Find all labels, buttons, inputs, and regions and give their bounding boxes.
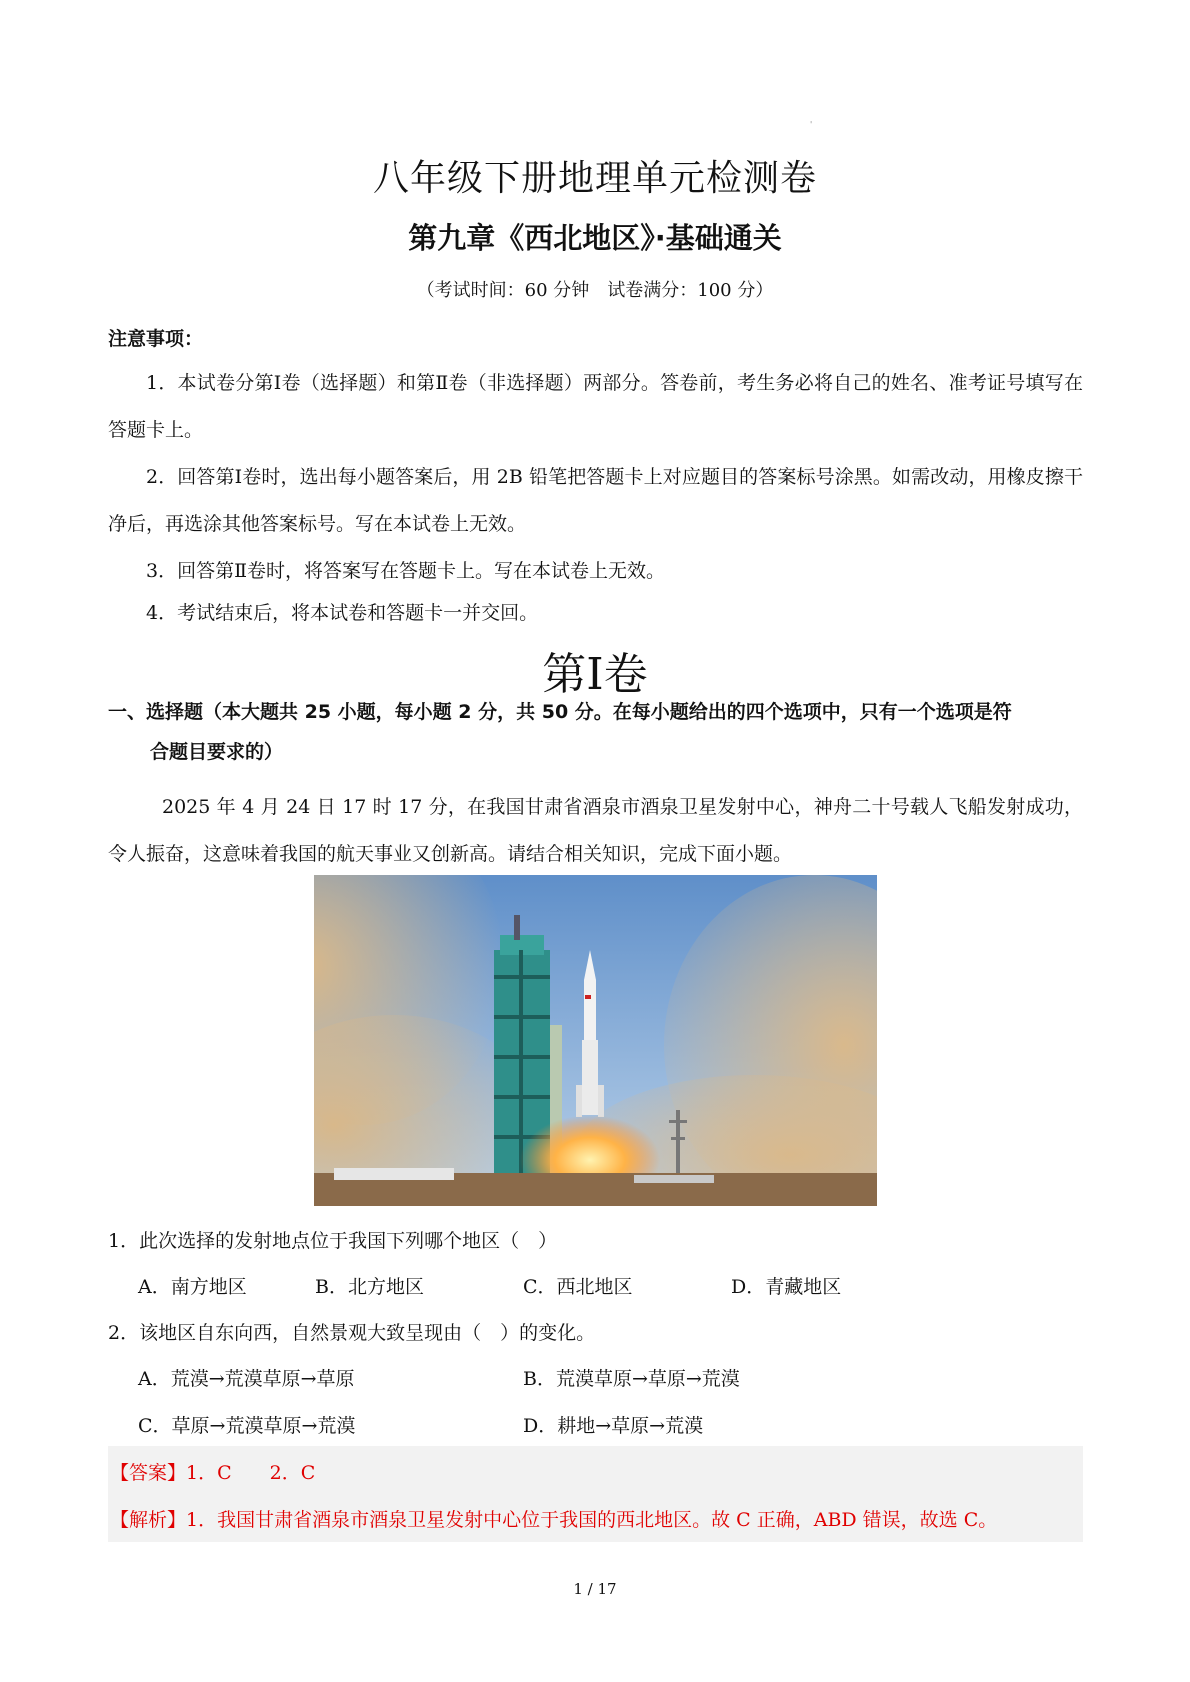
intro-text: 2025 年 4 月 24 日 17 时 17 分，在我国甘肃省酒泉市酒泉卫星发射中心，神舟二十号载人飞船发射成功，令人振奋，这意味着我国的航天事业又创新高。请结合相关知识，完成下面小题。	[108, 796, 1083, 865]
answer-label: 【答案】	[110, 1462, 187, 1484]
notice-item-text: 1．本试卷分第Ⅰ卷（选择题）和第Ⅱ卷（非选择题）两部分。答卷前，考生务必将自己的姓名、准考证号填写在答题卡上。	[108, 372, 1083, 441]
question-1-option-c[interactable]: C．西北地区	[523, 1276, 633, 1298]
question-1-option-b[interactable]: B．北方地区	[315, 1276, 424, 1298]
notice-item-text: 2．回答第Ⅰ卷时，选出每小题答案后，用 2B 铅笔把答题卡上对应题目的答案标号涂黑。如需改动，用橡皮擦干净后，再选涂其他答案标号。写在本试卷上无效。	[108, 466, 1083, 535]
question-1-option-d[interactable]: D．青藏地区	[731, 1276, 842, 1298]
analysis-text: 1．我国甘肃省酒泉市酒泉卫星发射中心位于我国的西北地区。故 C 正确，ABD 错误，故选 C。	[186, 1509, 998, 1531]
notice-item-3	[108, 548, 1083, 595]
notice-item-2	[108, 454, 1083, 548]
question-2-option-b[interactable]: B．荒漠草原→草原→荒漠	[523, 1368, 740, 1390]
notice-item-text: 3．回答第Ⅱ卷时，将答案写在答题卡上。写在本试卷上无效。	[146, 560, 666, 582]
answer-text: 1．C 2．C	[186, 1462, 316, 1484]
notice-item-text: 4．考试结束后，将本试卷和答题卡一并交回。	[146, 602, 539, 624]
analysis-label: 【解析】	[110, 1509, 187, 1531]
question-2-option-c[interactable]: C．草原→荒漠草原→荒漠	[138, 1415, 356, 1437]
question-2-option-a[interactable]: A．荒漠→荒漠草原→草原	[138, 1368, 355, 1390]
section-line-1: 一、选择题（本大题共 25 小题，每小题 2 分，共 50 分。在每小题给出的四个选项中，只有一个选项是符	[108, 701, 1012, 723]
notice-title: 注意事项：	[108, 328, 204, 350]
notice-item-1	[108, 360, 1083, 454]
rocket-launch-photo	[314, 875, 877, 1206]
exam-info: （考试时间：60 分钟 试卷满分：100 分）	[416, 280, 774, 301]
section-line-2: 合题目要求的）	[150, 741, 284, 763]
intro-paragraph	[108, 784, 1083, 878]
volume-title: 第Ⅰ卷	[542, 649, 648, 700]
question-1-stem: 1．此次选择的发射地点位于我国下列哪个地区（ ）	[108, 1230, 558, 1252]
analysis-line	[110, 1505, 997, 1532]
question-1-option-a[interactable]: A．南方地区	[138, 1276, 247, 1298]
answer-line	[110, 1458, 315, 1485]
page-number: 1 / 17	[573, 1580, 617, 1598]
page-subtitle: 第九章《西北地区》·基础通关	[408, 221, 782, 255]
notice-item-4	[108, 590, 1083, 637]
question-2-option-d[interactable]: D．耕地→草原→荒漠	[523, 1415, 704, 1437]
page-title: 八年级下册地理单元检测卷	[372, 158, 817, 199]
corner-mark: '	[810, 120, 813, 129]
question-2-stem: 2．该地区自东向西，自然景观大致呈现由（ ）的变化。	[108, 1322, 596, 1344]
section-heading	[108, 692, 1083, 772]
